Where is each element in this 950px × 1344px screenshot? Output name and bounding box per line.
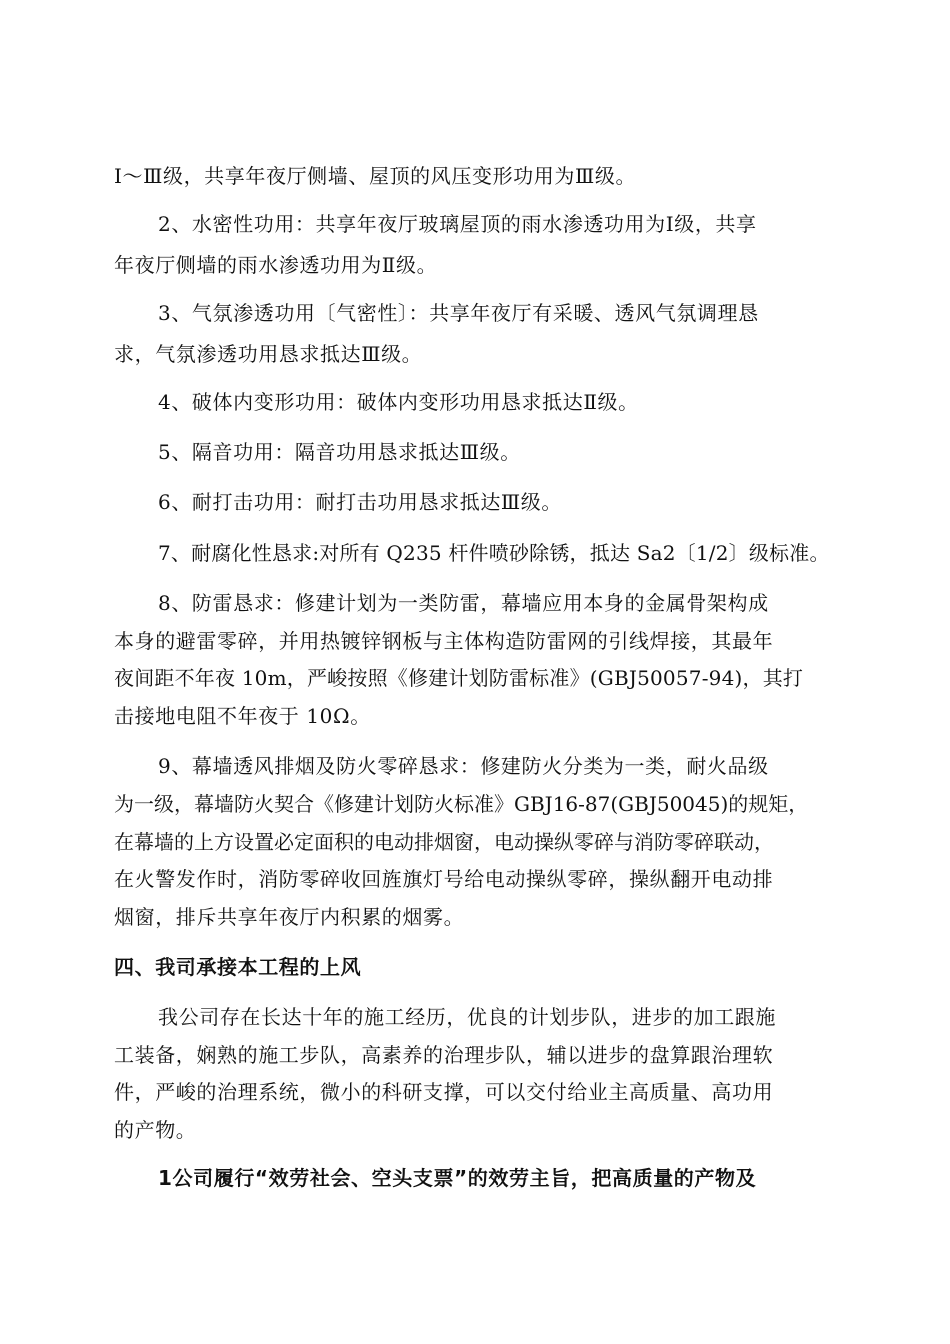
paragraph-line: 我公司存在长达十年的施工经历，优良的计划步队，进步的加工跟施 <box>158 1005 776 1029</box>
paragraph-line: 在幕墙的上方设置必定面积的电动排烟窗，电动操纵零碎与消防零碎联动， <box>114 830 774 854</box>
paragraph-line: 3、气氛渗透功用〔气密性〕：共享年夜厅有采暖、透风气氛调理恳 <box>158 301 759 325</box>
paragraph-line: 4、破体内变形功用：破体内变形功用恳求抵达Ⅱ级。 <box>158 390 639 414</box>
paragraph-line: 的产物。 <box>114 1118 197 1142</box>
paragraph-line: 在火警发作时，消防零碎收回旌旗灯号给电动操纵零碎，操纵翻开电动排 <box>114 867 774 891</box>
paragraph-line: 求，气氛渗透功用恳求抵达Ⅲ级。 <box>114 342 423 366</box>
paragraph-line: 件，严峻的治理系统，微小的科研支撑，可以交付给业主高质量、高功用 <box>114 1080 774 1104</box>
section-heading: 四、我司承接本工程的上风 <box>114 955 362 979</box>
paragraph-line: 2、水密性功用：共享年夜厅玻璃屋顶的雨水渗透功用为Ⅰ级，共享 <box>158 212 757 236</box>
paragraph-line: 夜间距不年夜 10m，严峻按照《修建计划防雷标准》(GBJ50057-94)，其打 <box>114 666 804 690</box>
paragraph-line: 6、耐打击功用：耐打击功用恳求抵达Ⅲ级。 <box>158 490 563 514</box>
paragraph-line: 工装备，娴熟的施工步队，高素养的治理步队，辅以进步的盘算跟治理软 <box>114 1043 774 1067</box>
paragraph-line: 7、耐腐化性恳求:对所有 Q235 杆件喷砂除锈，抵达 Sa2〔1/2〕级标准。 <box>158 541 830 565</box>
paragraph-line: Ⅰ～Ⅲ级，共享年夜厅侧墙、屋顶的风压变形功用为Ⅲ级。 <box>114 164 637 188</box>
paragraph-line: 烟窗，排斥共享年夜厅内积累的烟雾。 <box>114 905 465 929</box>
paragraph-line: 为一级，幕墙防火契合《修建计划防火标准》GBJ16-87(GBJ50045)的规矩， <box>114 792 809 816</box>
paragraph-line: 5、隔音功用：隔音功用恳求抵达Ⅲ级。 <box>158 440 521 464</box>
paragraph-line: 1公司履行“效劳社会、空头支票”的效劳主旨，把高质量的产物及 <box>158 1166 757 1190</box>
paragraph-line: 9、幕墙透风排烟及防火零碎恳求：修建防火分类为一类，耐火品级 <box>158 754 769 778</box>
paragraph-line: 年夜厅侧墙的雨水渗透功用为Ⅱ级。 <box>114 253 438 277</box>
paragraph-line: 本身的避雷零碎，并用热镀锌钢板与主体构造防雷网的引线焊接，其最年 <box>114 629 774 653</box>
paragraph-line: 击接地电阻不年夜于 10Ω。 <box>114 704 371 728</box>
paragraph-line: 8、防雷恳求：修建计划为一类防雷，幕墙应用本身的金属骨架构成 <box>158 591 769 615</box>
